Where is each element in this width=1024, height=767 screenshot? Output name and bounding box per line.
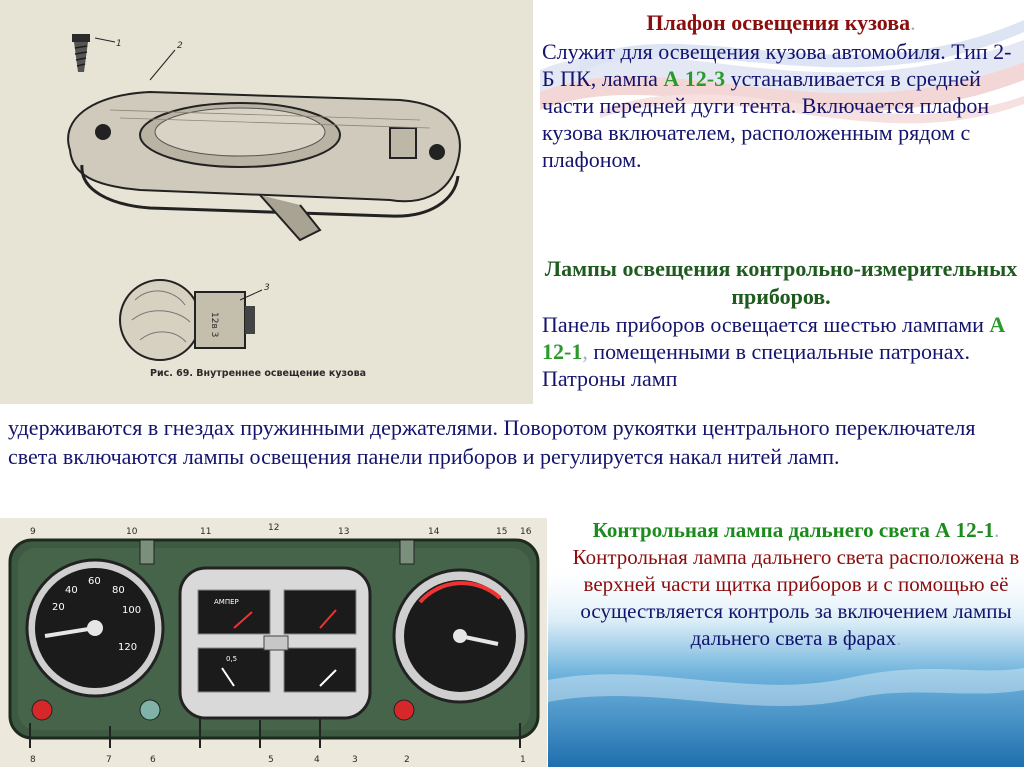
ceiling-lamp-section bbox=[542, 9, 1020, 173]
bulb-marking: 12в 3 bbox=[209, 312, 219, 338]
callout-9: 9 bbox=[30, 527, 36, 537]
section-title: Контрольная лампа дальнего света А 12-1. bbox=[592, 518, 1000, 542]
section-text: Контрольная лампа дальнего света расположена в верхней части щитка приборов и с помощью её bbox=[572, 545, 1020, 596]
callout-8: 8 bbox=[30, 755, 36, 765]
callout-1: 1 bbox=[520, 755, 526, 765]
callout-5: 5 bbox=[268, 755, 274, 765]
lamp-type: А 12-3 bbox=[663, 66, 726, 91]
speed-tick-120: 120 bbox=[118, 642, 138, 653]
speed-tick-40: 40 bbox=[65, 585, 78, 596]
gauge-label: 0,5 bbox=[226, 655, 238, 663]
lamp-type: А 12-1 bbox=[542, 312, 1006, 364]
center-gauge-cluster bbox=[180, 568, 370, 718]
screw-illustration bbox=[72, 34, 90, 72]
section-text: Панель приборов освещается шестью лампами bbox=[542, 312, 990, 337]
callout-16: 16 bbox=[520, 527, 532, 537]
figure-caption: Рис. 69. Внутреннее освещение кузова bbox=[150, 368, 367, 379]
callout-7: 7 bbox=[106, 755, 112, 765]
section-text-continued: помещенными в специальные патронах. Патроны ламп bbox=[542, 339, 971, 391]
ceiling-lamp-drawing bbox=[0, 0, 533, 404]
lamp-body-illustration bbox=[68, 92, 460, 240]
high-beam-section bbox=[572, 517, 1020, 652]
callout-4: 4 bbox=[314, 755, 320, 765]
red-indicator-left bbox=[32, 700, 52, 720]
callout-15: 15 bbox=[496, 527, 508, 537]
callout-1: 1 bbox=[116, 39, 122, 49]
ceiling-lamp-figure bbox=[0, 0, 533, 404]
red-indicator-right bbox=[394, 700, 414, 720]
speedometer-gauge bbox=[27, 560, 163, 696]
section-title: Плафон освещения кузова. bbox=[646, 10, 916, 35]
bulb-illustration bbox=[120, 280, 255, 360]
instrument-lamps-continuation: удерживаются в гнездах пружинными держателями. Поворотом рукоятки центрального переключателя света включаются лампы освещения панели приборов и регулируется накал нитей ламп. bbox=[8, 415, 976, 469]
callout-3: 3 bbox=[352, 755, 358, 765]
speed-tick-100: 100 bbox=[122, 605, 142, 616]
callout-2: 2 bbox=[404, 755, 410, 765]
callout-11: 11 bbox=[200, 527, 212, 537]
dashboard-figure bbox=[0, 518, 547, 767]
section-title: Лампы освещения контрольно-измерительных приборов. bbox=[544, 256, 1018, 309]
teal-indicator bbox=[140, 700, 160, 720]
section-text: Служит для освещения кузова автомобиля. Тип 2-Б ПК, лампа bbox=[542, 39, 1012, 91]
speed-tick-20: 20 bbox=[52, 602, 65, 613]
callout-12: 12 bbox=[268, 523, 280, 533]
section-text-continued: осуществляется контроль за включением лампы дальнего света в фарах. bbox=[580, 599, 1012, 650]
callout-10: 10 bbox=[126, 527, 138, 537]
callout-2: 2 bbox=[177, 41, 183, 51]
high-beam-lamp bbox=[400, 540, 414, 564]
callout-6: 6 bbox=[150, 755, 156, 765]
callout-3: 3 bbox=[264, 283, 270, 293]
callout-13: 13 bbox=[338, 527, 350, 537]
dashboard-drawing bbox=[0, 518, 547, 767]
instrument-lamps-section: Лампы освещения контрольно-измерительных приборов. Панель приборов освещается шестью лампами А 12-1, помещенными в специальные патронах. Патроны ламп bbox=[542, 255, 1020, 392]
ammeter-label: АМПЕР bbox=[214, 598, 239, 606]
clock-gauge bbox=[394, 570, 526, 702]
callout-14: 14 bbox=[428, 527, 440, 537]
speed-tick-60: 60 bbox=[88, 576, 101, 587]
speed-tick-80: 80 bbox=[112, 585, 125, 596]
section-text-continued: устанавливается в средней части передней дуги тента. Включается плафон кузова включателем, расположенным рядом с плафоном. bbox=[542, 66, 990, 172]
